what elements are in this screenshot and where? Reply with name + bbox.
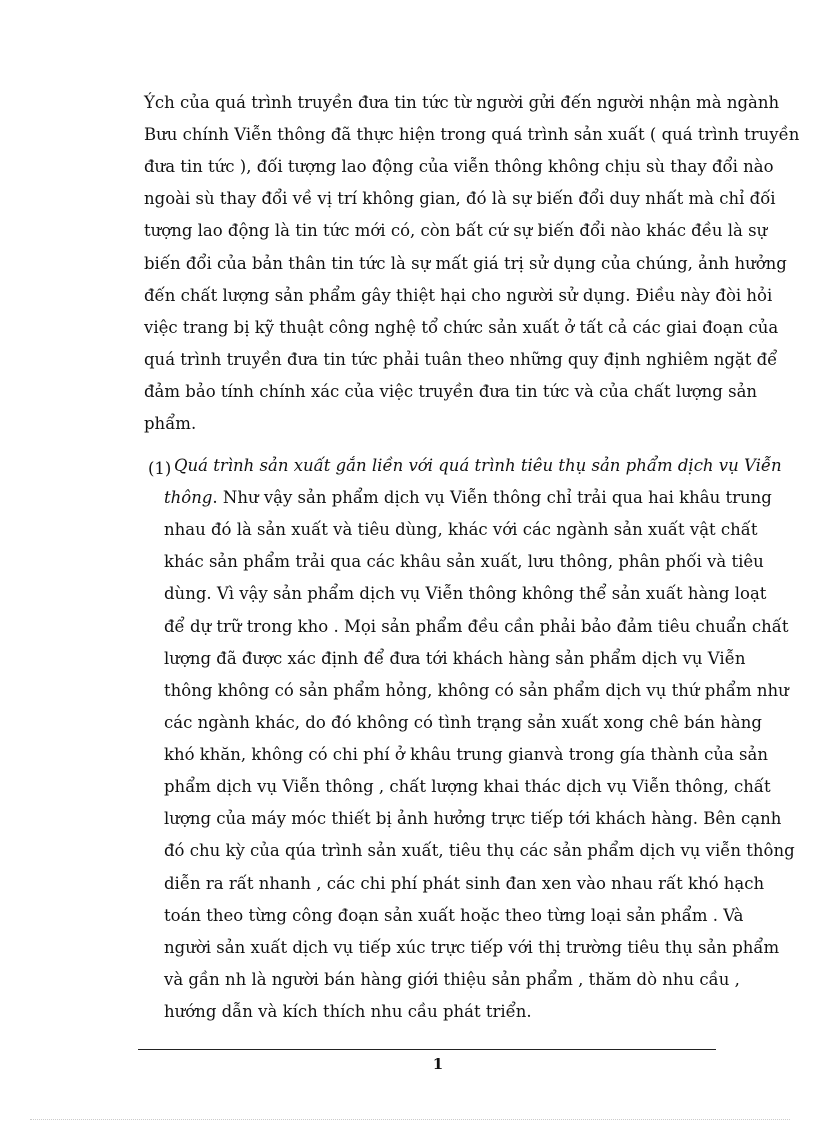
item-heading: Quá trình sản xuất gắn liền với quá trình tiêu thụ sản phẩm dịch vụ Viễn <box>174 456 782 475</box>
page-bottom-dotted-edge <box>30 1119 790 1120</box>
paragraph-2-line: phẩm dịch vụ Viễn thông , chất lượng khai thác dịch vụ Viễn thông, chất <box>164 777 771 796</box>
paragraph-2-line: để dự trữ trong kho . Mọi sản phẩm đều cần phải bảo đảm tiêu chuẩn chất <box>164 617 789 636</box>
page-number: 1 <box>432 1055 444 1073</box>
item-heading-continuation: thông <box>164 488 213 507</box>
paragraph-2-line: nhau đó là sản xuất và tiêu dùng, khác với các ngành sản xuất vật chất <box>164 520 758 539</box>
paragraph-2-line: lượng của máy móc thiết bị ảnh hưởng trực tiếp tới khách hàng. Bên cạnh <box>164 809 782 828</box>
paragraph-1-line: phẩm. <box>144 414 197 433</box>
paragraph-1-line: tượng lao động là tin tức mới có, còn bất cứ sự biến đổi nào khác đều là sự <box>144 221 768 240</box>
paragraph-1-line: việc trang bị kỹ thuật công nghệ tổ chức sản xuất ở tất cả các giai đoạn của <box>144 318 779 337</box>
paragraph-2-line: và gần nh là người bán hàng giới thiệu sản phẩm , thăm dò nhu cầu , <box>164 970 740 989</box>
paragraph-2-line: khó khăn, không có chi phí ở khâu trung gianvà trong gía thành của sản <box>164 745 768 764</box>
paragraph-2-line: người sản xuất dịch vụ tiếp xúc trực tiếp với thị trường tiêu thụ sản phẩm <box>164 938 780 957</box>
paragraph-2-line: diễn ra rất nhanh , các chi phí phát sinh đan xen vào nhau rất khó hạch <box>164 874 765 893</box>
list-item-marker: (1) <box>148 459 172 478</box>
item-first-line-text: . Như vậy sản phẩm dịch vụ Viễn thông chỉ trải qua hai khâu trung <box>212 488 772 507</box>
paragraph-2-line: khác sản phẩm trải qua các khâu sản xuất, lưu thông, phân phối và tiêu <box>164 552 764 571</box>
paragraph-2-line: lượng đã được xác định để đưa tới khách hàng sản phẩm dịch vụ Viễn <box>164 649 746 668</box>
item-first-line <box>164 487 772 509</box>
paragraph-2-line: thông không có sản phẩm hỏng, không có sản phẩm dịch vụ thứ phẩm như <box>164 681 789 700</box>
paragraph-1-line: đưa tin tức ), đối tượng lao động của viễn thông không chịu sù thay đổi nào <box>144 157 774 176</box>
paragraph-1-line: ngoài sù thay đổi về vị trí không gian, đó là sự biến đổi duy nhất mà chỉ đối <box>144 189 776 208</box>
paragraph-1-line: Bưu chính Viễn thông đã thực hiện trong quá trình sản xuất ( quá trình truyền <box>144 125 800 144</box>
paragraph-1-line: biến đổi của bản thân tin tức là sự mất giá trị sử dụng của chúng, ảnh hưởng <box>144 254 787 273</box>
paragraph-1-line: đến chất lượng sản phẩm gây thiệt hại cho người sử dụng. Điều này đòi hỏi <box>144 286 773 305</box>
paragraph-2-line: hướng dẫn và kích thích nhu cầu phát triển. <box>164 1002 532 1021</box>
paragraph-2-line: các ngành khác, do đó không có tình trạng sản xuất xong chê bán hàng <box>164 713 762 732</box>
footer-divider <box>138 1049 716 1050</box>
paragraph-2-line: dùng. Vì vậy sản phẩm dịch vụ Viễn thông không thể sản xuất hàng loạt <box>164 584 767 603</box>
paragraph-1-line: đảm bảo tính chính xác của việc truyền đưa tin tức và của chất lượng sản <box>144 382 758 401</box>
paragraph-1-line: Ých của quá trình truyền đưa tin tức từ người gửi đến người nhận mà ngành <box>144 93 780 112</box>
paragraph-2-line: đó chu kỳ của qúa trình sản xuất, tiêu thụ các sản phẩm dịch vụ viễn thông <box>164 841 795 860</box>
paragraph-1-line: quá trình truyền đưa tin tức phải tuân theo những quy định nghiêm ngặt để <box>144 350 778 369</box>
paragraph-2-line: toán theo từng công đoạn sản xuất hoặc theo từng loại sản phẩm . Và <box>164 906 744 925</box>
